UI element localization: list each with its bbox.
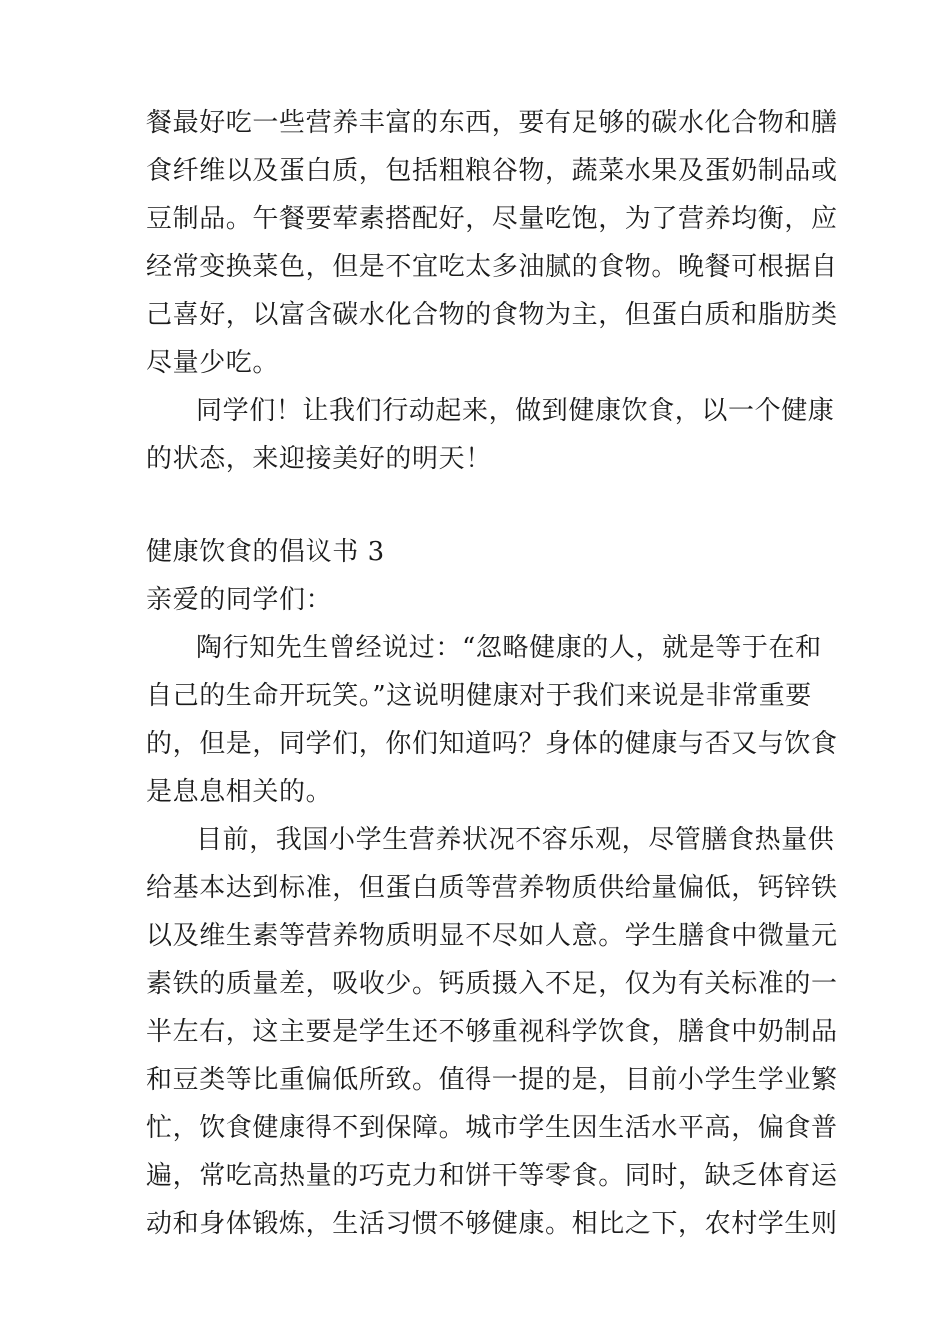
text-line: 尽量少吃。 <box>146 348 280 378</box>
text-line: 自己的生命开玩笑。”这说明健康对于我们来说是非常重要 <box>146 681 812 711</box>
text-line: 的，但是，同学们，你们知道吗？身体的健康与否又与饮食 <box>146 729 838 759</box>
text-line: 遍，常吃高热量的巧克力和饼干等零食。同时，缺乏体育运 <box>146 1161 838 1191</box>
text-line: 的状态，来迎接美好的明天！ <box>146 444 492 474</box>
text-line: 经常变换菜色，但是不宜吃太多油腻的食物。晚餐可根据自 <box>146 252 838 282</box>
text-line: 是息息相关的。 <box>146 777 333 807</box>
text-line: 和豆类等比重偏低所致。值得一提的是，目前小学生学业繁 <box>146 1065 838 1095</box>
text-line: 目前，我国小学生营养状况不容乐观，尽管膳食热量供 <box>196 825 835 855</box>
text-line: 给基本达到标准，但蛋白质等营养物质供给量偏低，钙锌铁 <box>146 873 838 903</box>
text-line: 食纤维以及蛋白质，包括粗粮谷物，蔬菜水果及蛋奶制品或 <box>146 156 838 186</box>
text-line: 陶行知先生曾经说过：“忽略健康的人，就是等于在和 <box>196 633 822 663</box>
text-line: 餐最好吃一些营养丰富的东西，要有足够的碳水化合物和膳 <box>146 108 838 138</box>
text-line: 以及维生素等营养物质明显不尽如人意。学生膳食中微量元 <box>146 921 838 951</box>
salutation: 亲爱的同学们： <box>146 585 333 615</box>
text-line: 素铁的质量差，吸收少。钙质摄入不足，仅为有关标准的一 <box>146 969 838 999</box>
text-line: 半左右，这主要是学生还不够重视科学饮食，膳食中奶制品 <box>146 1017 838 1047</box>
text-line: 豆制品。午餐要荤素搭配好，尽量吃饱，为了营养均衡，应 <box>146 204 838 234</box>
section-title: 健康饮食的倡议书 3 <box>146 537 385 567</box>
text-line: 动和身体锻炼，生活习惯不够健康。相比之下，农村学生则 <box>146 1209 838 1239</box>
text-line: 忙，饮食健康得不到保障。城市学生因生活水平高，偏食普 <box>146 1113 838 1143</box>
text-line: 同学们！让我们行动起来，做到健康饮食，以一个健康 <box>196 396 835 426</box>
text-line: 己喜好，以富含碳水化合物的食物为主，但蛋白质和脂肪类 <box>146 300 838 330</box>
